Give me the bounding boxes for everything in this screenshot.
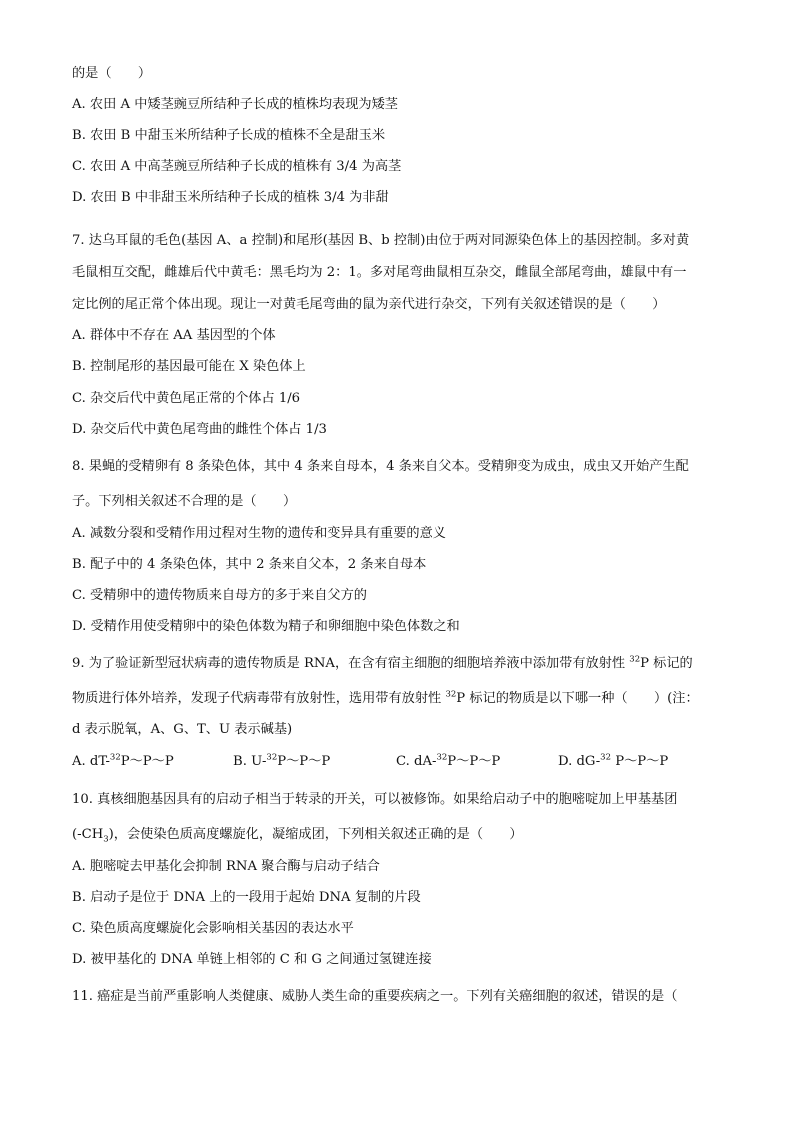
q6-option-b: B. 农田 B 中甜玉米所结种子长成的植株不全是甜玉米: [72, 128, 386, 143]
q8-stem-line-1: 8. 果蝇的受精卵有 8 条染色体，其中 4 条来自母本，4 条来自父本。受精卵变为成虫，成虫又开始产生配: [72, 459, 689, 474]
isotope-superscript: 32: [629, 654, 641, 665]
q10-option-b: B. 启动子是位于 DNA 上的一段用于起始 DNA 复制的片段: [72, 890, 421, 905]
q6-option-c: C. 农田 A 中高茎豌豆所结种子长成的植株有 3/4 为高茎: [72, 159, 402, 174]
q6-option-a: A. 农田 A 中矮茎豌豆所结种子长成的植株均表现为矮茎: [72, 97, 398, 112]
q9-stem-note: d 表示脱氧，A、G、T、U 表示碱基): [72, 722, 293, 737]
isotope-superscript: 32: [445, 689, 457, 700]
q9-options-row: [72, 752, 732, 772]
q9-stem-line-1: 9. 为了验证新型冠状病毒的遗传物质是 RNA，在含有宿主细胞的细胞培养液中添加带有放射性 $^{32}$P 标记的: [72, 654, 693, 671]
q8-option-a: A. 减数分裂和受精作用过程对生物的遗传和变异具有重要的意义: [72, 526, 446, 541]
q9-stem-line-2: 物质进行体外培养，发现子代病毒带有放射性，选用带有放射性 $^{32}$P 标记的物质是以下哪一种（ ）(注：: [72, 689, 699, 706]
q7-option-b: B. 控制尾形的基因最可能在 X 染色体上: [72, 359, 306, 374]
q7-option-d: D. 杂交后代中黄色尾弯曲的雌性个体占 1/3: [72, 422, 327, 437]
q10-stem-line-2: $(-CH_3)$，会使染色质高度螺旋化，凝缩成团，下列相关叙述正确的是（ ）: [72, 827, 523, 845]
q10-option-d: D. 被甲基化的 DNA 单链上相邻的 C 和 G 之间通过氢键连接: [72, 952, 432, 967]
q8-option-b: B. 配子中的 4 条染色体，其中 2 条来自父本，2 条来自母本: [72, 557, 427, 572]
q8-stem-line-2: 子。下列相关叙述不合理的是（ ）: [72, 494, 297, 509]
q7-option-c: C. 杂交后代中黄色尾正常的个体占 1/6: [72, 391, 301, 406]
q6-option-d: D. 农田 B 中非甜玉米所结种子长成的植株 3/4 为非甜: [72, 190, 389, 205]
q10-stem-line-1: 10. 真核细胞基因具有的启动子相当于转录的开关，可以被修饰。如果给启动子中的胞嘧啶加上甲基基团: [72, 792, 678, 807]
q9-option-b: B. U-$^{32}$P～P～P: [233, 752, 331, 769]
q7-option-a: A. 群体中不存在 AA 基因型的个体: [72, 328, 276, 343]
q10-option-a: A. 胞嘧啶去甲基化会抑制 RNA 聚合酶与启动子结合: [72, 859, 380, 874]
q8-option-c: C. 受精卵中的遗传物质来自母方的多于来自父方的: [72, 588, 367, 603]
q9-option-d: D. dG-$^{32}$ P～P～P: [558, 752, 669, 769]
q6-stem-continuation: 的是（ ）: [72, 66, 152, 81]
q10-option-c: C. 染色质高度螺旋化会影响相关基因的表达水平: [72, 921, 354, 936]
q9-option-c: C. dA-$^{32}$P～P～P: [396, 752, 501, 769]
q7-stem-line-3: 定比例的尾正常个体出现。现让一对黄毛尾弯曲的鼠为亲代进行杂交，下列有关叙述错误的是（ ）: [72, 297, 666, 312]
q7-stem-line-2: 毛鼠相互交配，雌雄后代中黄毛：黑毛均为 2：1。多对尾弯曲鼠相互杂交，雌鼠全部尾弯曲，雄鼠中有一: [72, 265, 687, 280]
q7-stem-line-1: 7. 达乌耳鼠的毛色(基因 A、a 控制)和尾形(基因 B、b 控制)由位于两对同源染色体上的基因控制。多对黄: [72, 233, 690, 248]
subscript-3: 3: [103, 834, 109, 845]
q8-option-d: D. 受精作用使受精卵中的染色体数为精子和卵细胞中染色体数之和: [72, 619, 460, 634]
q11-stem-line-1: 11. 癌症是当前严重影响人类健康、威胁人类生命的重要疾病之一。下列有关癌细胞的叙述，错误的是（: [72, 989, 678, 1004]
q9-option-a: A. dT-$^{32}$P～P～P: [72, 752, 174, 769]
